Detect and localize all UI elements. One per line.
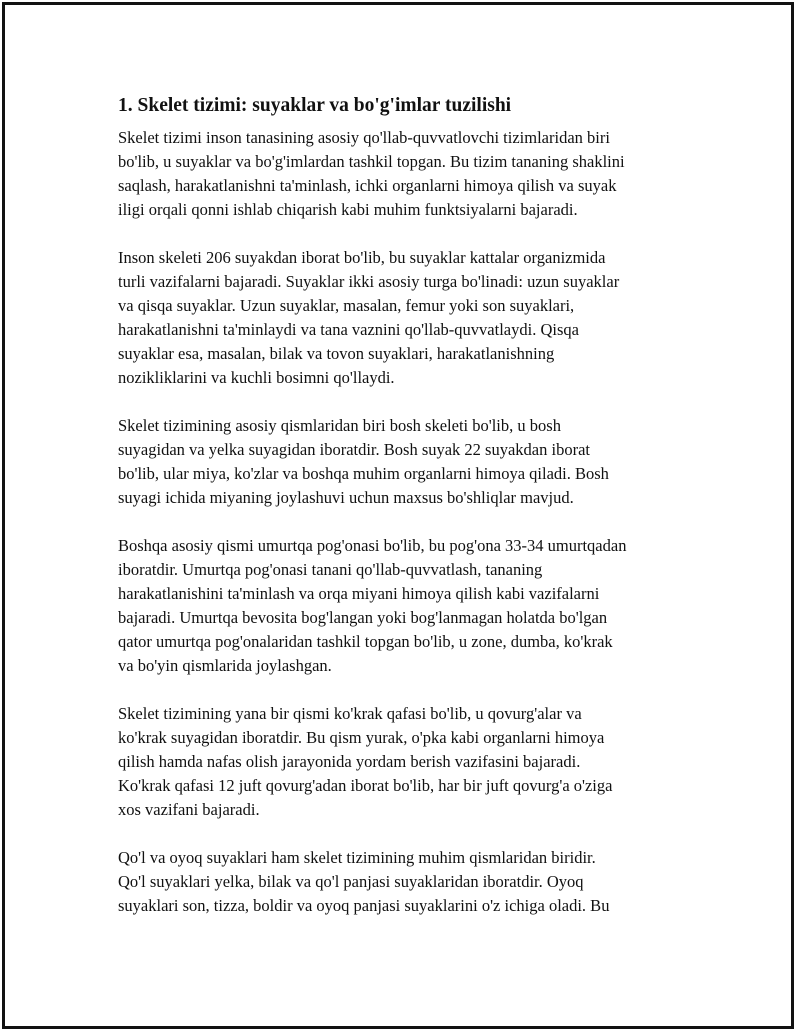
paragraph-line: Inson skeleti 206 suyakdan iborat bo'lib, bu suyaklar kattalar organizmida [118, 248, 606, 267]
paragraph-line: Qo'l va oyoq suyaklari ham skelet tizimining muhim qismlaridan biridir. [118, 848, 596, 867]
paragraph-line: bo'lib, ular miya, ko'zlar va boshqa muhim organlarni himoya qiladi. Bosh [118, 464, 609, 483]
paragraph [118, 246, 698, 390]
paragraph-line: va qisqa suyaklar. Uzun suyaklar, masalan, femur yoki son suyaklari, [118, 296, 575, 315]
paragraph-line: bo'lib, u suyaklar va bo'g'imlardan tashkil topgan. Bu tizim tananing shaklini [118, 152, 625, 171]
paragraph-line: suyaklari son, tizza, boldir va oyoq panjasi suyaklarini o'z ichiga oladi. Bu [118, 896, 610, 915]
paragraph [118, 702, 698, 822]
paragraph-line: xos vazifani bajaradi. [118, 800, 260, 819]
paragraph-line: iboratdir. Umurtqa pog'onasi tanani qo'llab-quvvatlash, tananing [118, 560, 543, 579]
paragraph-line: harakatlanishini ta'minlash va orqa miyani himoya qilish kabi vazifalarni [118, 584, 600, 603]
paragraph-line: harakatlanishni ta'minlaydi va tana vaznini qo'llab-quvvatlaydi. Qisqa [118, 320, 579, 339]
paragraph-line: Qo'l suyaklari yelka, bilak va qo'l panjasi suyaklaridan iboratdir. Oyoq [118, 872, 584, 891]
paragraph-line: Skelet tizimining yana bir qismi ko'krak qafasi bo'lib, u qovurg'alar va [118, 704, 582, 723]
document-body [118, 92, 698, 942]
paragraph-line: suyaklar esa, masalan, bilak va tovon suyaklari, harakatlanishning [118, 344, 555, 363]
paragraph [118, 534, 698, 678]
paragraph-line: suyagidan va yelka suyagidan iboratdir. Bosh suyak 22 suyakdan iborat [118, 440, 590, 459]
paragraph-line: Ko'krak qafasi 12 juft qovurg'adan iborat bo'lib, har bir juft qovurg'a o'ziga [118, 776, 613, 795]
paragraph-list [118, 126, 698, 918]
document-title: 1. Skelet tizimi: suyaklar va bo'g'imlar tuzilishi [118, 95, 512, 116]
paragraph-line: Boshqa asosiy qismi umurtqa pog'onasi bo'lib, bu pog'ona 33-34 umurtqadan [118, 536, 627, 555]
paragraph-line: qilish hamda nafas olish jarayonida yordam berish vazifasini bajaradi. [118, 752, 581, 771]
paragraph-line: qator umurtqa pog'onalaridan tashkil topgan bo'lib, u zone, dumba, ko'krak [118, 632, 613, 651]
paragraph-line: suyagi ichida miyaning joylashuvi uchun maxsus bo'shliqlar mavjud. [118, 488, 574, 507]
paragraph-line: turli vazifalarni bajaradi. Suyaklar ikki asosiy turga bo'linadi: uzun suyaklar [118, 272, 620, 291]
paragraph-line: iligi orqali qonni ishlab chiqarish kabi muhim funktsiyalarni bajaradi. [118, 200, 578, 219]
paragraph [118, 414, 698, 510]
paragraph-line: Skelet tizimi inson tanasining asosiy qo'llab-quvvatlovchi tizimlaridan biri [118, 128, 610, 147]
paragraph-line: nozikliklarini va kuchli bosimni qo'llaydi. [118, 368, 395, 387]
paragraph [118, 126, 698, 222]
paragraph-line: ko'krak suyagidan iboratdir. Bu qism yurak, o'pka kabi organlarni himoya [118, 728, 605, 747]
paragraph-line: saqlash, harakatlanishni ta'minlash, ichki organlarni himoya qilish va suyak [118, 176, 617, 195]
paragraph [118, 846, 698, 918]
paragraph-line: Skelet tizimining asosiy qismlaridan biri bosh skeleti bo'lib, u bosh [118, 416, 561, 435]
paragraph-line: va bo'yin qismlarida joylashgan. [118, 656, 332, 675]
paragraph-line: bajaradi. Umurtqa bevosita bog'langan yoki bog'lanmagan holatda bo'lgan [118, 608, 608, 627]
